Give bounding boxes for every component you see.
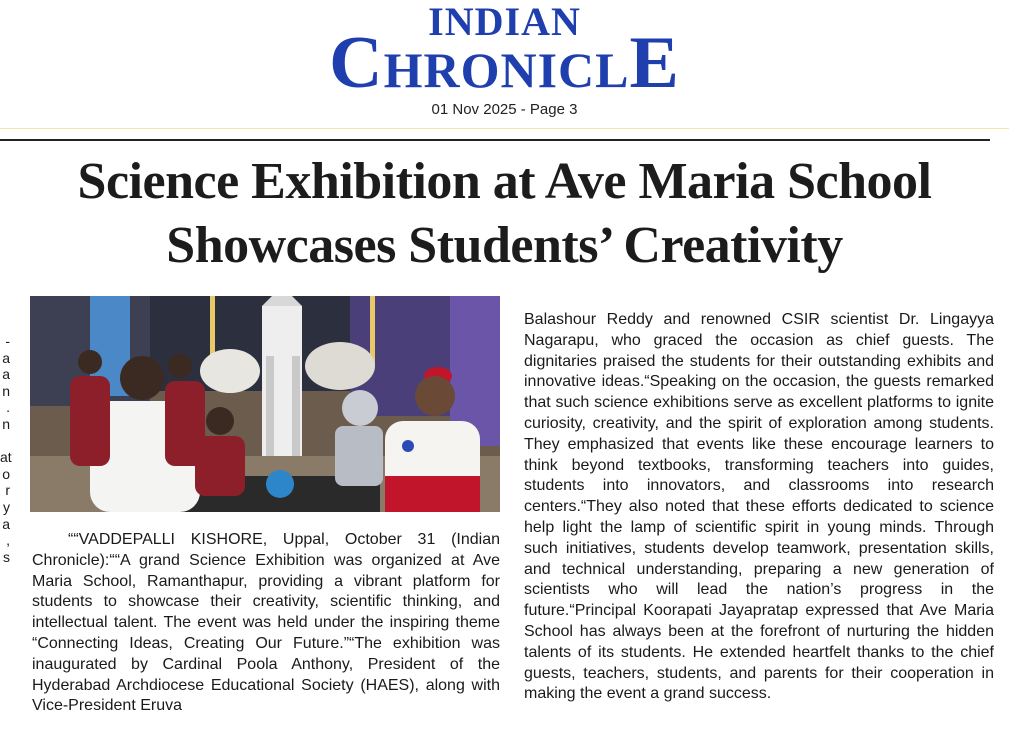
issue-date: 01 Nov 2025 - Page 3 (431, 101, 578, 118)
margin-fragment: r (5, 482, 10, 499)
margin-fragment (0, 433, 10, 450)
exhibition-photo-illustration (30, 296, 500, 512)
article-column-2: Balashour Reddy and renowned CSIR scientist Dr. Lingayya Nagarapu, who graced the occasion as chief guests. The dignitaries praised the students for their outstanding exhibits and innovative ideas.“Speaking on the occasion, the guests remarked that such science exhibitions serve as excellent platforms to ignite curiosity, creativity, and the spirit of exploration among students. They emphasized that events like these encourage learners to think beyond textbooks, transforming teachers into guides, students into innovators, and classrooms into research centers.“They also noted that these efforts dedicated to science help light the lamp of scientific spirit in young minds. Through such initiatives, students develop teamwork, presentation skills, and technical understanding, preparing a new generation of scientists who will lead the nation’s progress in the future.“Principal Koorapati Jayapratap expressed that Ave Maria School has always been at the forefront of nurturing the hidden talents of its students. He extended heartfelt thanks to the chief guests, teachers, students, and parents for their cooperation in making the event a grand success. (524, 311, 994, 703)
margin-fragment: o (2, 465, 10, 482)
headline-line-1: Science Exhibition at Ave Maria School (77, 153, 932, 210)
masthead-title-top: INDIAN (428, 0, 581, 44)
margin-fragment: n (2, 415, 10, 432)
masthead-final-e: E (629, 22, 680, 104)
margin-fragment: a (2, 515, 10, 532)
masthead-initial-c: C (329, 22, 384, 104)
margin-fragment: a (2, 349, 10, 366)
margin-fragment: y (3, 498, 10, 515)
margin-fragment: n (2, 382, 10, 399)
margin-fragment: at (0, 449, 12, 466)
margin-fragment: , (6, 532, 10, 549)
article-headline (0, 150, 1009, 278)
masthead-rule (0, 139, 990, 141)
masthead (0, 0, 1009, 140)
margin-fragment: s (3, 548, 10, 565)
article-column-1: ““VADDEPALLI KISHORE, Uppal, October 31 (Indian Chronicle):““A grand Science Exhibition was organized at Ave Maria School, Ramanthapur, providing a vibrant platform for students to showcase their creativity, scientific thinking, and intellectual talent. The event was held under the inspiring theme “Connecting Ideas, Creating Our Future.”“The exhibition was inaugurated by Cardinal Poola Anthony, President of the Hyderabad Archdiocese Educational Society (HAES), along with Vice-President Eruva (32, 531, 500, 715)
margin-fragment: a (2, 366, 10, 383)
previous-article-fragments (0, 333, 10, 565)
margin-fragment: . (6, 399, 10, 416)
masthead-word-body: HRONIC (383, 42, 596, 98)
masthead-letter-l: L (595, 42, 630, 98)
masthead-accent-line (0, 128, 1009, 129)
headline-line-2: Showcases Students’ Creativity (166, 217, 843, 274)
article-photo (30, 296, 500, 512)
margin-fragment: - (5, 333, 10, 349)
